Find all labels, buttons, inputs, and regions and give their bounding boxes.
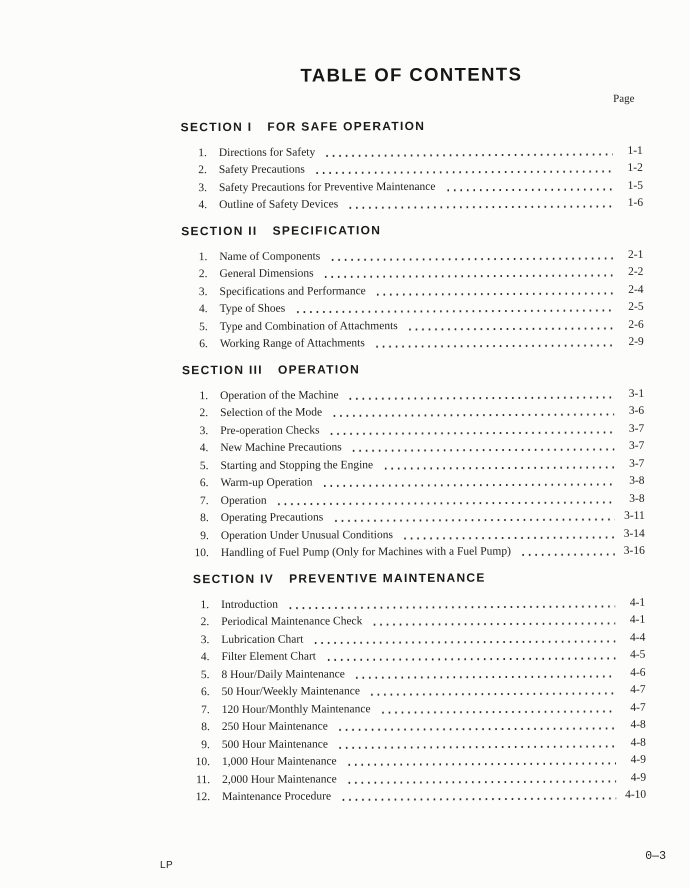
item-title: Type and Combination of Attachments bbox=[219, 319, 398, 333]
item-number: 1. bbox=[198, 146, 207, 159]
section-items bbox=[183, 592, 646, 804]
section-label: SECTION III bbox=[181, 362, 263, 378]
item-number: 2. bbox=[199, 407, 209, 420]
leader-dots bbox=[329, 254, 613, 260]
item-number: 6. bbox=[200, 686, 210, 699]
item-title: Directions for Safety bbox=[218, 146, 316, 159]
leader-dots bbox=[369, 690, 616, 696]
item-title: 500 Hour Maintenance bbox=[221, 737, 328, 751]
toc-item bbox=[183, 540, 645, 560]
section-items bbox=[181, 244, 644, 351]
leader-dots bbox=[331, 411, 614, 417]
item-title: 250 Hour Maintenance bbox=[221, 720, 328, 734]
item-page: 4-8 bbox=[630, 718, 646, 731]
item-number: 8. bbox=[201, 721, 210, 734]
leader-dots bbox=[340, 795, 616, 801]
item-page: 3-16 bbox=[623, 544, 645, 557]
item-title: 2,000 Hour Maintenance bbox=[222, 772, 337, 786]
item-title: Safety Precautions for Preventive Maintenance bbox=[218, 180, 436, 194]
item-title: 50 Hour/Weekly Maintenance bbox=[221, 685, 360, 699]
item-number: 5. bbox=[199, 459, 209, 472]
item-title: Pre-operation Checks bbox=[220, 423, 320, 437]
item-title: Outline of Safety Devices bbox=[219, 198, 339, 212]
section-items bbox=[182, 383, 645, 560]
item-number: 9. bbox=[200, 529, 209, 542]
item-number: 10. bbox=[194, 547, 209, 560]
leader-dots bbox=[354, 672, 616, 678]
item-page: 1-2 bbox=[627, 161, 643, 174]
leader-dots bbox=[332, 516, 615, 522]
leader-dots bbox=[375, 289, 614, 295]
item-title: Type of Shoes bbox=[219, 302, 286, 316]
section-heading bbox=[181, 222, 643, 238]
item-title: Operating Precautions bbox=[220, 511, 324, 525]
item-page: 4-7 bbox=[630, 683, 646, 696]
item-number: 3. bbox=[198, 181, 208, 194]
section-heading bbox=[181, 118, 643, 134]
item-number: 7. bbox=[201, 703, 210, 716]
item-number: 4. bbox=[199, 442, 209, 455]
item-number: 1. bbox=[199, 389, 209, 402]
section-heading bbox=[193, 570, 645, 586]
toc-section bbox=[182, 361, 645, 560]
item-title: General Dimensions bbox=[219, 267, 314, 281]
item-number: 3. bbox=[200, 633, 210, 646]
page-column-label: Page bbox=[613, 92, 635, 105]
item-number: 5. bbox=[199, 320, 208, 333]
item-page: 2-1 bbox=[627, 248, 644, 261]
item-number: 12. bbox=[195, 791, 211, 804]
section-title: OPERATION bbox=[277, 362, 361, 377]
item-title: Operation bbox=[220, 494, 267, 507]
leader-dots bbox=[329, 428, 615, 434]
leader-dots bbox=[276, 498, 615, 505]
leader-dots bbox=[287, 602, 615, 609]
section-label: SECTION I bbox=[180, 119, 253, 135]
item-page: 4-6 bbox=[630, 666, 646, 679]
item-page: 1-6 bbox=[627, 196, 644, 209]
item-number: 3. bbox=[199, 424, 209, 437]
item-page: 2-6 bbox=[628, 318, 644, 331]
item-title: Specifications and Performance bbox=[219, 284, 366, 298]
leader-dots bbox=[346, 777, 616, 783]
leader-dots bbox=[325, 655, 615, 662]
leader-dots bbox=[348, 393, 615, 399]
item-title: Warm-up Operation bbox=[220, 476, 313, 490]
leader-dots bbox=[371, 620, 615, 626]
item-page: 2-9 bbox=[628, 335, 644, 348]
item-page: 4-1 bbox=[629, 596, 646, 609]
leader-dots bbox=[312, 637, 615, 644]
item-page: 3-7 bbox=[629, 457, 645, 470]
toc-section bbox=[181, 118, 643, 212]
item-title: Safety Precautions bbox=[218, 163, 305, 177]
toc-item bbox=[182, 331, 644, 351]
leader-dots bbox=[346, 760, 616, 766]
item-number: 1. bbox=[198, 250, 208, 263]
item-title: Introduction bbox=[221, 598, 279, 611]
item-title: Handling of Fuel Pump (Only for Machines with a Fuel Pump) bbox=[220, 545, 511, 560]
leader-dots bbox=[382, 463, 614, 469]
leader-dots bbox=[337, 742, 616, 748]
toc-content bbox=[180, 0, 646, 804]
item-number: 4. bbox=[200, 651, 210, 664]
leader-dots bbox=[380, 707, 616, 713]
item-title: Lubrication Chart bbox=[221, 633, 304, 646]
item-page: 4-8 bbox=[630, 736, 646, 749]
item-number: 3. bbox=[198, 285, 208, 298]
item-page: 3-1 bbox=[628, 387, 645, 400]
item-number: 10. bbox=[195, 756, 211, 769]
item-title: Maintenance Procedure bbox=[222, 790, 332, 803]
item-title: Selection of the Mode bbox=[220, 406, 323, 420]
leader-dots bbox=[407, 324, 614, 330]
leader-dots bbox=[322, 481, 615, 488]
leader-dots bbox=[520, 551, 615, 556]
item-title: Working Range of Attachments bbox=[219, 337, 365, 351]
item-number: 2. bbox=[198, 268, 208, 281]
item-number: 4. bbox=[198, 199, 208, 212]
page-title: TABLE OF CONTENTS bbox=[300, 63, 523, 86]
item-page: 4-9 bbox=[630, 771, 647, 784]
leader-dots bbox=[323, 272, 614, 279]
item-title: New Machine Precautions bbox=[220, 441, 342, 455]
item-title: Periodical Maintenance Check bbox=[221, 615, 363, 629]
leader-dots bbox=[374, 342, 614, 348]
item-title: Filter Element Chart bbox=[221, 650, 317, 664]
item-number: 4. bbox=[198, 303, 208, 316]
item-number: 6. bbox=[199, 338, 208, 351]
section-title: FOR SAFE OPERATION bbox=[267, 118, 426, 134]
item-page: 3-7 bbox=[628, 439, 645, 452]
leader-dots bbox=[402, 533, 615, 539]
item-title: 1,000 Hour Maintenance bbox=[221, 755, 337, 768]
item-page: 1-5 bbox=[627, 179, 644, 192]
item-page: 3-8 bbox=[629, 492, 645, 505]
section-label: SECTION II bbox=[181, 223, 258, 239]
item-number: 2. bbox=[198, 164, 207, 177]
leader-dots bbox=[314, 168, 613, 175]
item-title: 8 Hour/Daily Maintenance bbox=[221, 667, 345, 681]
section-heading bbox=[182, 361, 644, 377]
item-number: 9. bbox=[201, 738, 210, 751]
leader-dots bbox=[324, 150, 613, 157]
section-title: SPECIFICATION bbox=[272, 223, 382, 238]
footer-page-number: 0—3 bbox=[645, 850, 666, 863]
leader-dots bbox=[351, 446, 615, 452]
item-number: 7. bbox=[199, 494, 209, 507]
item-page: 3-6 bbox=[628, 404, 645, 417]
footer-code: LP bbox=[160, 860, 174, 871]
toc-item bbox=[184, 784, 646, 804]
item-page: 3-8 bbox=[629, 474, 645, 487]
item-page: 4-10 bbox=[625, 788, 647, 801]
item-page: 2-4 bbox=[628, 283, 644, 296]
item-page: 4-5 bbox=[630, 648, 646, 661]
item-page: 4-7 bbox=[630, 701, 646, 714]
item-number: 5. bbox=[200, 668, 210, 681]
section-label: SECTION IV bbox=[192, 571, 275, 587]
item-title: Starting and Stopping the Engine bbox=[220, 458, 374, 472]
leader-dots bbox=[444, 185, 613, 191]
item-number: 2. bbox=[200, 616, 210, 629]
item-number: 11. bbox=[196, 773, 211, 786]
item-page: 3-11 bbox=[624, 509, 645, 522]
item-page: 2-2 bbox=[628, 265, 644, 278]
toc-section bbox=[183, 570, 646, 804]
item-page: 4-1 bbox=[629, 613, 646, 626]
item-number: 6. bbox=[199, 477, 209, 490]
toc-section bbox=[181, 222, 644, 351]
item-title: 120 Hour/Monthly Maintenance bbox=[221, 702, 371, 716]
item-title: Name of Components bbox=[219, 249, 321, 263]
leader-dots bbox=[337, 725, 616, 731]
item-title: Operation Under Unusual Conditions bbox=[220, 528, 394, 542]
item-number: 8. bbox=[200, 512, 209, 525]
sections bbox=[181, 118, 647, 804]
item-page: 3-14 bbox=[623, 527, 645, 540]
item-number: 1. bbox=[200, 598, 210, 611]
item-page: 3-7 bbox=[628, 422, 645, 435]
section-items bbox=[181, 140, 643, 212]
toc-item bbox=[181, 192, 643, 212]
leader-dots bbox=[347, 203, 613, 209]
section-title: PREVENTIVE MAINTENANCE bbox=[289, 570, 486, 586]
item-page: 1-1 bbox=[627, 144, 643, 157]
item-page: 4-9 bbox=[630, 753, 647, 766]
item-page: 2-5 bbox=[628, 300, 644, 313]
leader-dots bbox=[294, 307, 613, 314]
item-page: 4-4 bbox=[629, 631, 646, 644]
item-title: Operation of the Machine bbox=[220, 388, 339, 402]
